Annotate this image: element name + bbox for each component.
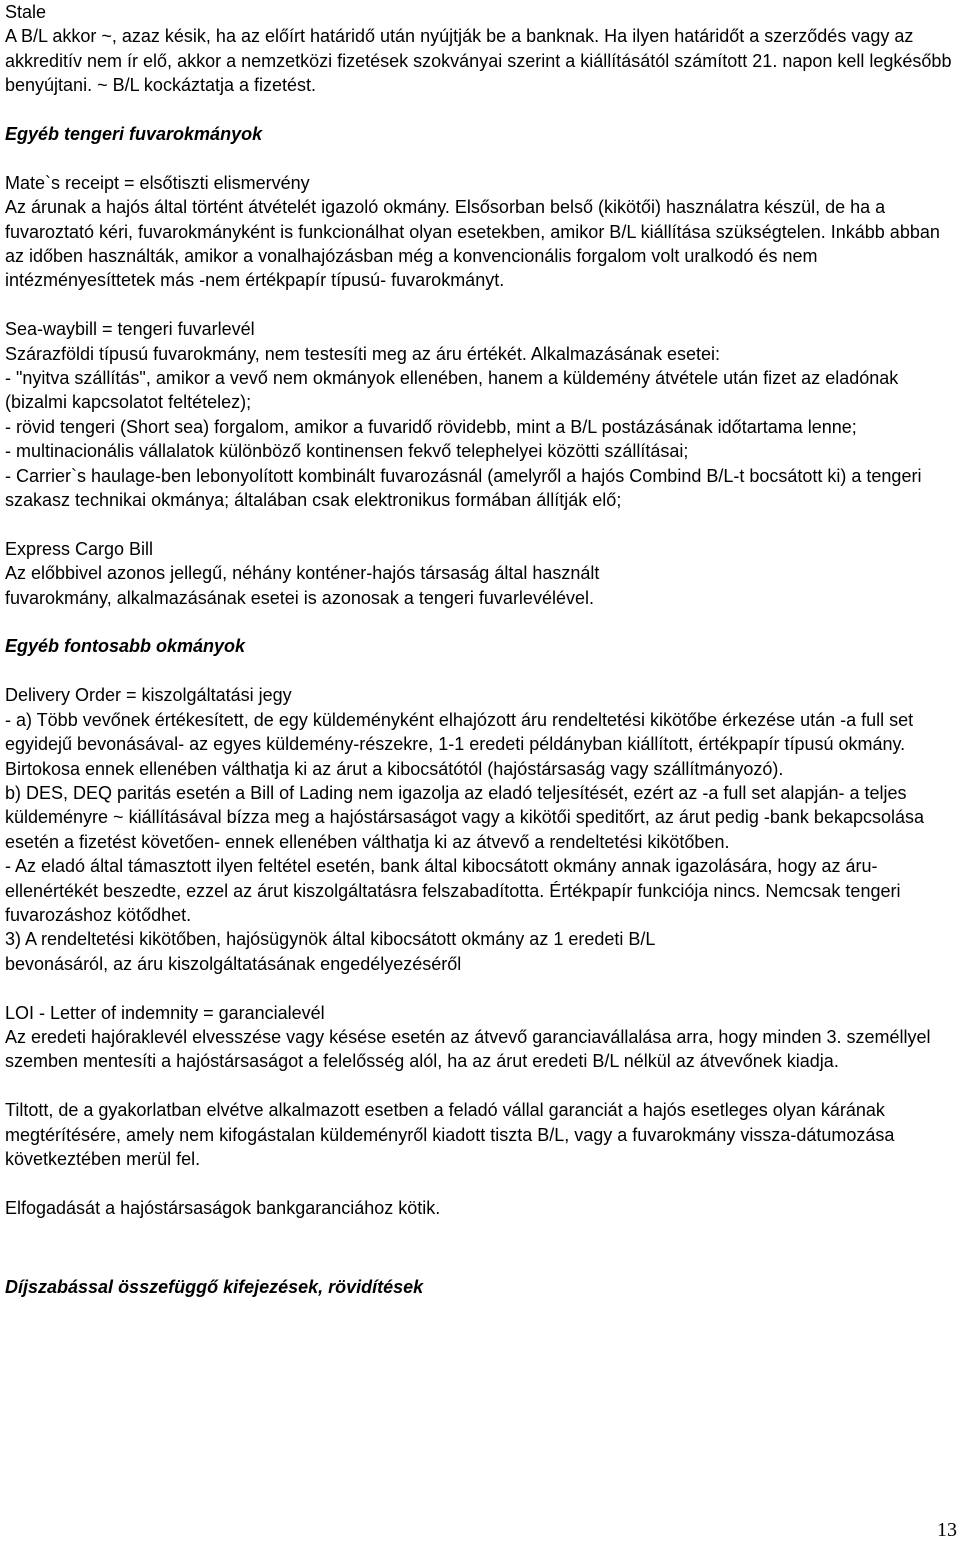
paragraph: bevonásáról, az áru kiszolgáltatásának engedélyezéséről — [5, 953, 462, 974]
paragraph: Elfogadását a hajóstársaságok bankgaranciához kötik. — [5, 1197, 441, 1218]
paragraph: b) DES, DEQ paritás esetén a Bill of Lading nem igazolja az eladó teljesítését, ezért az -a full set alapján- a teljes küldeményre ~ kiállításával bízza meg a hajóstársaságot vagy a kikötői speditőrt, az árut pedig -bank bekapcsolása esetén a fizetést követően- ennek ellenében válthatja ki az átvevő a rendeltetési kikötőben. — [5, 782, 925, 852]
page-number: 13 — [937, 1519, 957, 1541]
paragraph: - a) Több vevőnek értékesített, de egy küldeményként elhajózott áru rendeltetési kikötőbe érkezése után -a full set egyidejű bevonásával- az egyes küldemény-részekre, 1-1 eredeti példányban kiállított, értékpapír típusú okmány. Birtokosa ennek ellenében válthatja ki az árut a kibocsátótól (hajóstársaság vagy szállítmányozó). — [5, 709, 914, 779]
paragraph: Delivery Order = kiszolgáltatási jegy — [5, 685, 292, 706]
paragraph: Express Cargo Bill — [5, 538, 154, 559]
paragraph: 3) A rendeltetési kikötőben, hajósügynök által kibocsátott okmány az 1 eredeti B/L — [5, 929, 656, 950]
paragraph: - Carrier`s haulage-ben lebonyolított kombinált fuvarozásnál (amelyről a hajós Combind B/L-t bocsátott ki) a tengeri szakasz technikai okmánya; általában csak elektronikus formában állítják elő; — [5, 465, 922, 511]
paragraph: fuvarokmány, alkalmazásának esetei is azonosak a tengeri fuvarlevélével. — [5, 587, 594, 608]
paragraph: Szárazföldi típusú fuvarokmány, nem testesíti meg az áru értékét. Alkalmazásának esetei: — [5, 343, 721, 364]
paragraph: Sea-waybill = tengeri fuvarlevél — [5, 319, 255, 340]
section-heading: Díjszabással összefüggő kifejezések, rövidítések — [5, 1277, 424, 1298]
document-page — [5, 0, 960, 1300]
paragraph: A B/L akkor ~, azaz késik, ha az előírt határidő után nyújtják be a banknak. Ha ilyen határidőt a szerződés vagy az akkreditív nem ír elő, akkor a nemzetközi fizetések szokványai szerint a kiállításától számított 21. napon kell legkésőbb benyújtani. ~ B/L kockáztatja a fizetést. — [5, 26, 952, 96]
paragraph: - rövid tengeri (Short sea) forgalom, amikor a fuvaridő rövidebb, mint a B/L postázásának időtartama lenne; — [5, 416, 857, 437]
paragraph: - multinacionális vállalatok különböző kontinensen fekvő telephelyei közötti szállításai; — [5, 441, 689, 462]
section-heading: Egyéb fontosabb okmányok — [5, 636, 246, 657]
paragraph: Mate`s receipt = elsőtiszti elismervény — [5, 172, 310, 193]
paragraph: Az árunak a hajós által történt átvételét igazoló okmány. Elsősorban belső (kikötői) használatra készül, de ha a fuvaroztató kéri, fuvarokmányként is funkcionálhat olyan esetekben, amikor B/L kiállítása szükségtelen. Inkább abban az időben használták, amikor a vonalhajózásban még a konvencionális forgalom volt uralkodó és nem intézményesíttetek más -nem értékpapír típusú- fuvarokmányt. — [5, 197, 940, 291]
section-heading: Egyéb tengeri fuvarokmányok — [5, 124, 263, 145]
paragraph: Tiltott, de a gyakorlatban elvétve alkalmazott esetben a feladó vállal garanciát a hajós esetleges olyan kárának megtérítésére, amely nem kifogástalan küldeményről kiadott tiszta B/L, vagy a fuvarokmány vissza-dátumozása következtében merül fel. — [5, 1100, 895, 1169]
paragraph: Stale — [5, 2, 47, 22]
document-body — [5, 0, 960, 1300]
paragraph: Az előbbivel azonos jellegű, néhány konténer-hajós társaság által használt — [5, 563, 600, 584]
paragraph: - Az eladó által támasztott ilyen feltétel esetén, bank által kibocsátott okmány annak igazolására, hogy az áru-ellenértékét beszedte, ezzel az árut kiszolgáltatásra felszabadította. Értékpapír funkciója nincs. Nemcsak tengeri fuvarozáshoz kötődhet. — [5, 856, 901, 925]
paragraph: Az eredeti hajóraklevél elvesszése vagy késése esetén az átvevő garanciavállalása arra, hogy minden 3. személlyel szemben mentesíti a hajóstársaságot a felelősség alól, ha az árut eredeti B/L nélkül az átvevőnek kiadja. — [5, 1026, 931, 1072]
paragraph: - "nyitva szállítás", amikor a vevő nem okmányok ellenében, hanem a küldemény átvétele után fizet az eladónak (bizalmi kapcsolatot feltételez); — [5, 368, 899, 413]
paragraph: LOI - Letter of indemnity = garancialevél — [5, 1002, 325, 1023]
